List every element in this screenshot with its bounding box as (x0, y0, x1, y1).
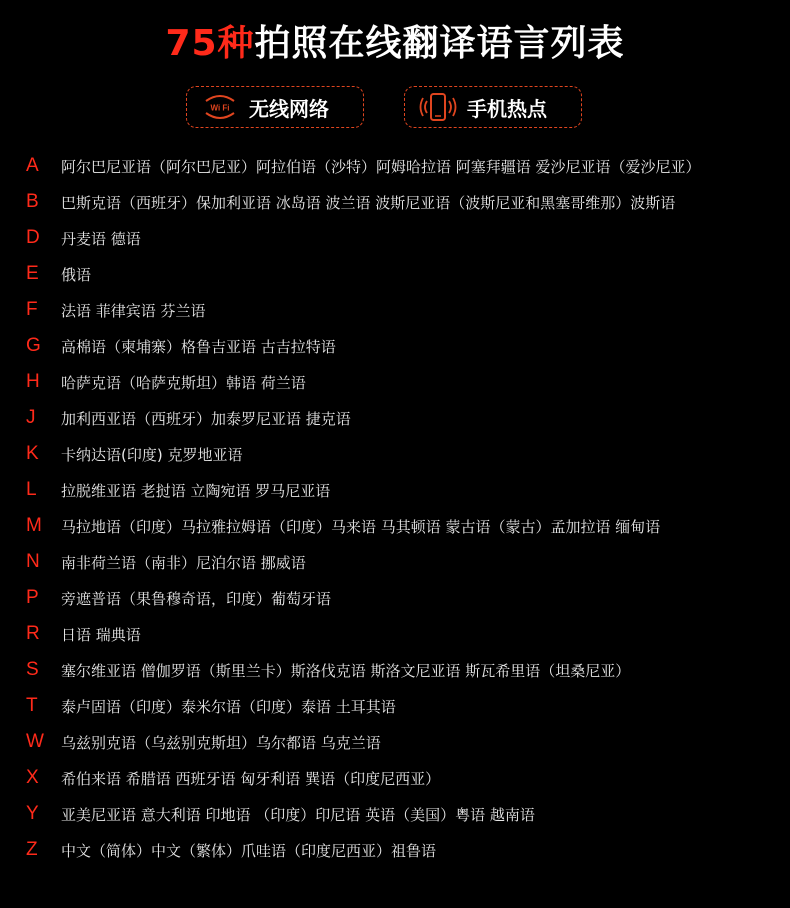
language-names: 俄语 (61, 265, 92, 284)
index-letter: E (26, 263, 39, 284)
language-names: 中文（简体）中文（繁体）爪哇语（印度尼西亚）祖鲁语 (61, 841, 437, 860)
wifi-icon-text: Wi Fi (210, 103, 230, 113)
language-row-h (0, 364, 790, 400)
language-row-t (0, 688, 790, 724)
language-names: 巴斯克语（西班牙）保加利亚语 冰岛语 波兰语 波斯尼亚语（波斯尼亚和黑塞哥维那）波斯语 (61, 193, 676, 212)
language-names: 日语 瑞典语 (61, 625, 141, 644)
language-row-a (0, 148, 790, 184)
language-row-z (0, 832, 790, 868)
index-letter: H (26, 371, 40, 392)
connection-badges (186, 86, 586, 132)
language-row-j (0, 400, 790, 436)
language-names: 泰卢固语（印度）泰米尔语（印度）泰语 土耳其语 (61, 697, 396, 716)
language-names: 旁遮普语（果鲁穆奇语，印度）葡萄牙语 (61, 589, 332, 608)
language-row-k (0, 436, 790, 472)
wifi-label: 无线网络 (249, 96, 329, 121)
language-row-d (0, 220, 790, 256)
language-names: 丹麦语 德语 (61, 229, 141, 248)
language-names: 亚美尼亚语 意大利语 印地语 （印度）印尼语 英语（美国）粤语 越南语 (61, 805, 535, 824)
wifi-badge (186, 86, 364, 128)
index-letter: R (26, 623, 40, 644)
language-row-y (0, 796, 790, 832)
language-names: 加利西亚语（西班牙）加泰罗尼亚语 捷克语 (61, 409, 351, 428)
language-row-r (0, 616, 790, 652)
index-letter: J (26, 407, 36, 428)
language-names: 卡纳达语(印度) 克罗地亚语 (61, 445, 243, 464)
language-names: 拉脱维亚语 老挝语 立陶宛语 罗马尼亚语 (61, 481, 331, 500)
index-letter: N (26, 551, 40, 572)
index-letter: P (26, 587, 39, 608)
index-letter: X (26, 767, 39, 788)
language-list (0, 148, 790, 868)
index-letter: K (26, 443, 39, 464)
index-letter: B (26, 191, 39, 212)
language-row-e (0, 256, 790, 292)
hotspot-badge (404, 86, 582, 128)
language-row-p (0, 580, 790, 616)
language-names: 高棉语（柬埔寨）格鲁吉亚语 古吉拉特语 (61, 337, 336, 356)
index-letter: D (26, 227, 40, 248)
language-row-g (0, 328, 790, 364)
language-names: 塞尔维亚语 僧伽罗语（斯里兰卡）斯洛伐克语 斯洛文尼亚语 斯瓦希里语（坦桑尼亚） (61, 661, 631, 680)
language-names: 乌兹别克语（乌兹别克斯坦）乌尔都语 乌克兰语 (61, 733, 381, 752)
language-row-f (0, 292, 790, 328)
index-letter: T (26, 695, 38, 716)
language-row-b (0, 184, 790, 220)
language-row-s (0, 652, 790, 688)
hotspot-label: 手机热点 (467, 96, 547, 121)
language-row-w (0, 724, 790, 760)
index-letter: F (26, 299, 38, 320)
phone-hotspot-icon (415, 92, 461, 122)
index-letter: G (26, 335, 41, 356)
index-letter: Y (26, 803, 39, 824)
language-names: 哈萨克语（哈萨克斯坦）韩语 荷兰语 (61, 373, 306, 392)
index-letter: L (26, 479, 37, 500)
language-names: 南非荷兰语（南非）尼泊尔语 挪威语 (61, 553, 306, 572)
language-names: 法语 菲律宾语 芬兰语 (61, 301, 206, 320)
language-row-l (0, 472, 790, 508)
language-row-m (0, 508, 790, 544)
page-title (0, 20, 790, 68)
title-number: 75种 (165, 23, 255, 64)
language-row-x (0, 760, 790, 796)
index-letter: W (26, 731, 44, 752)
index-letter: S (26, 659, 39, 680)
index-letter: Z (26, 839, 38, 860)
language-row-n (0, 544, 790, 580)
wifi-icon (197, 92, 243, 122)
index-letter: M (26, 515, 42, 536)
title-text: 拍照在线翻译语言列表 (254, 23, 625, 64)
language-names: 马拉地语（印度）马拉雅拉姆语（印度）马来语 马其顿语 蒙古语（蒙古）孟加拉语 缅甸语 (61, 517, 661, 536)
language-names: 阿尔巴尼亚语（阿尔巴尼亚）阿拉伯语（沙特）阿姆哈拉语 阿塞拜疆语 爱沙尼亚语（爱沙尼亚） (61, 157, 701, 176)
index-letter: A (26, 155, 39, 176)
language-names: 希伯来语 希腊语 西班牙语 匈牙利语 巽语（印度尼西亚） (61, 769, 441, 788)
